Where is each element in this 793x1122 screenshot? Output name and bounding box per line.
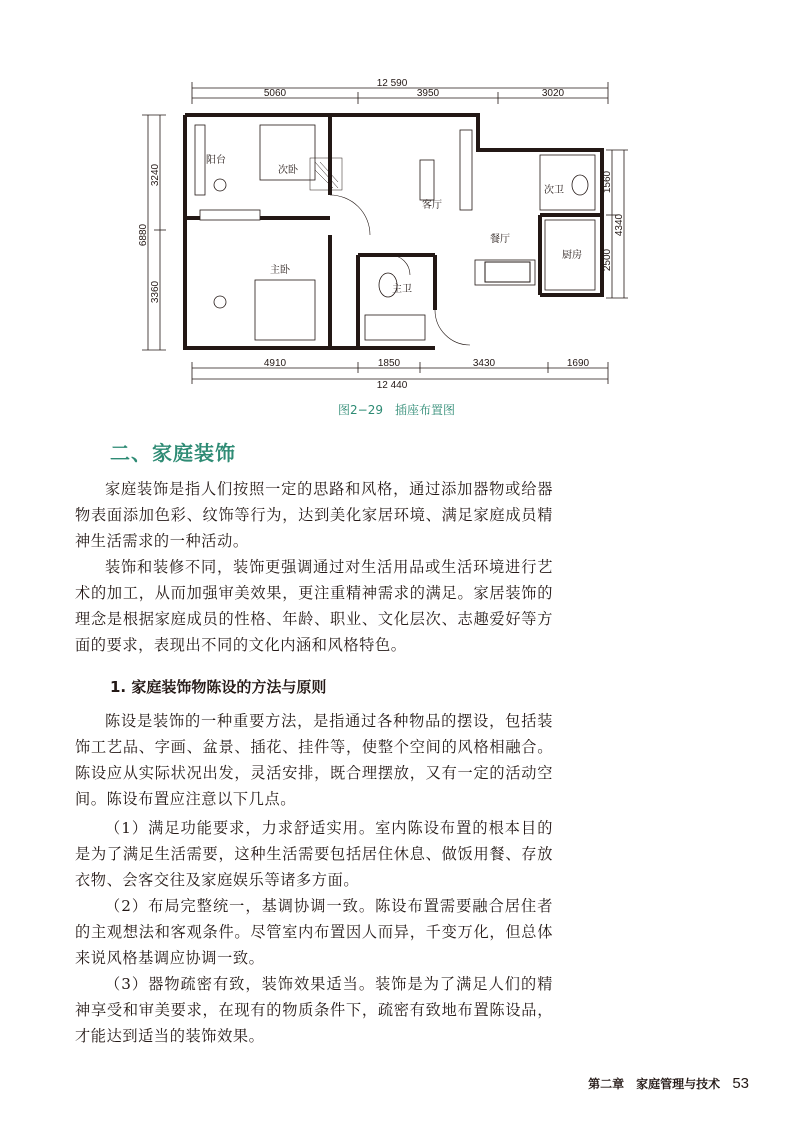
dim-left-a: 3240 [150, 163, 161, 187]
footer-chapter: 第二章 家庭管理与技术 [588, 1077, 721, 1091]
dim-top-b: 3950 [416, 88, 440, 99]
room-label-dining-room: 餐厅 [490, 234, 510, 245]
paragraph-3: 陈设是装饰的一种重要方法，是指通过各种物品的摆设，包括装饰工艺品、字画、盆景、插花、挂件等，使整个空间的风格相融合。陈设应从实际状况出发，灵活安排，既合理摆放，又有一定的活动空间。陈设布置应注意以下几点。 [75, 712, 553, 808]
dim-left-b: 3360 [150, 280, 161, 304]
figure-caption: 图2−29 插座布置图 [338, 403, 455, 417]
section-title: 二、家庭装饰 [110, 441, 236, 465]
room-label-second-bedroom: 次卧 [278, 165, 298, 176]
room-label-kitchen: 厨房 [562, 250, 582, 261]
page-footer [588, 1075, 749, 1092]
room-label-second-bath: 次卫 [544, 185, 564, 196]
dim-bottom-b: 1850 [377, 358, 401, 369]
paragraph-5: （2）布局完整统一，基调协调一致。陈设布置需要融合居住者的主观想法和客观条件。尽管室内布置因人而异，千变万化，但总体来说风格基调应协调一致。 [75, 897, 553, 967]
room-label-balcony: 阳台 [206, 155, 226, 166]
dim-top-a: 5060 [263, 88, 287, 99]
dim-bottom-d: 1690 [566, 358, 590, 369]
room-label-master-bedroom: 主卧 [270, 265, 290, 276]
dim-top-c: 3020 [541, 88, 565, 99]
paragraph-4: （1）满足功能要求，力求舒适实用。室内陈设布置的根本目的是为了满足生活需要，这种生活需要包括居住休息、做饭用餐、存放衣物、会客交往及家庭娱乐等诸多方面。 [75, 819, 553, 889]
dim-left-total: 6880 [138, 223, 149, 247]
room-label-living-room: 客厅 [422, 200, 442, 211]
floor-plan-drawing [130, 70, 630, 395]
floor-plan-figure [130, 70, 630, 395]
dim-right-b: 2500 [602, 248, 613, 272]
dim-right-total: 4340 [614, 213, 625, 237]
dim-right-a: 1560 [602, 170, 613, 194]
subsection-title: 1. 家庭装饰物陈设的方法与原则 [110, 678, 327, 696]
paragraph-1: 家庭装饰是指人们按照一定的思路和风格，通过添加器物或给器物表面添加色彩、纹饰等行为，达到美化家居环境、满足家庭成员精神生活需求的一种活动。 [75, 480, 553, 550]
page-number: 53 [732, 1075, 749, 1092]
paragraph-6: （3）器物疏密有致，装饰效果适当。装饰是为了满足人们的精神享受和审美要求，在现有的物质条件下，疏密有致地布置陈设品，才能达到适当的装饰效果。 [75, 975, 553, 1045]
room-label-master-bath: 主卫 [392, 284, 412, 295]
paragraph-2: 装饰和装修不同，装饰更强调通过对生活用品或生活环境进行艺术的加工，从而加强审美效果，更注重精神需求的满足。家居装饰的理念是根据家庭成员的性格、年龄、职业、文化层次、志趣爱好等方面的要求，表现出不同的文化内涵和风格特色。 [75, 558, 553, 654]
dim-top-total: 12 590 [376, 78, 408, 89]
dim-bottom-total: 12 440 [376, 380, 408, 391]
dim-bottom-a: 4910 [263, 358, 287, 369]
dim-bottom-c: 3430 [472, 358, 496, 369]
